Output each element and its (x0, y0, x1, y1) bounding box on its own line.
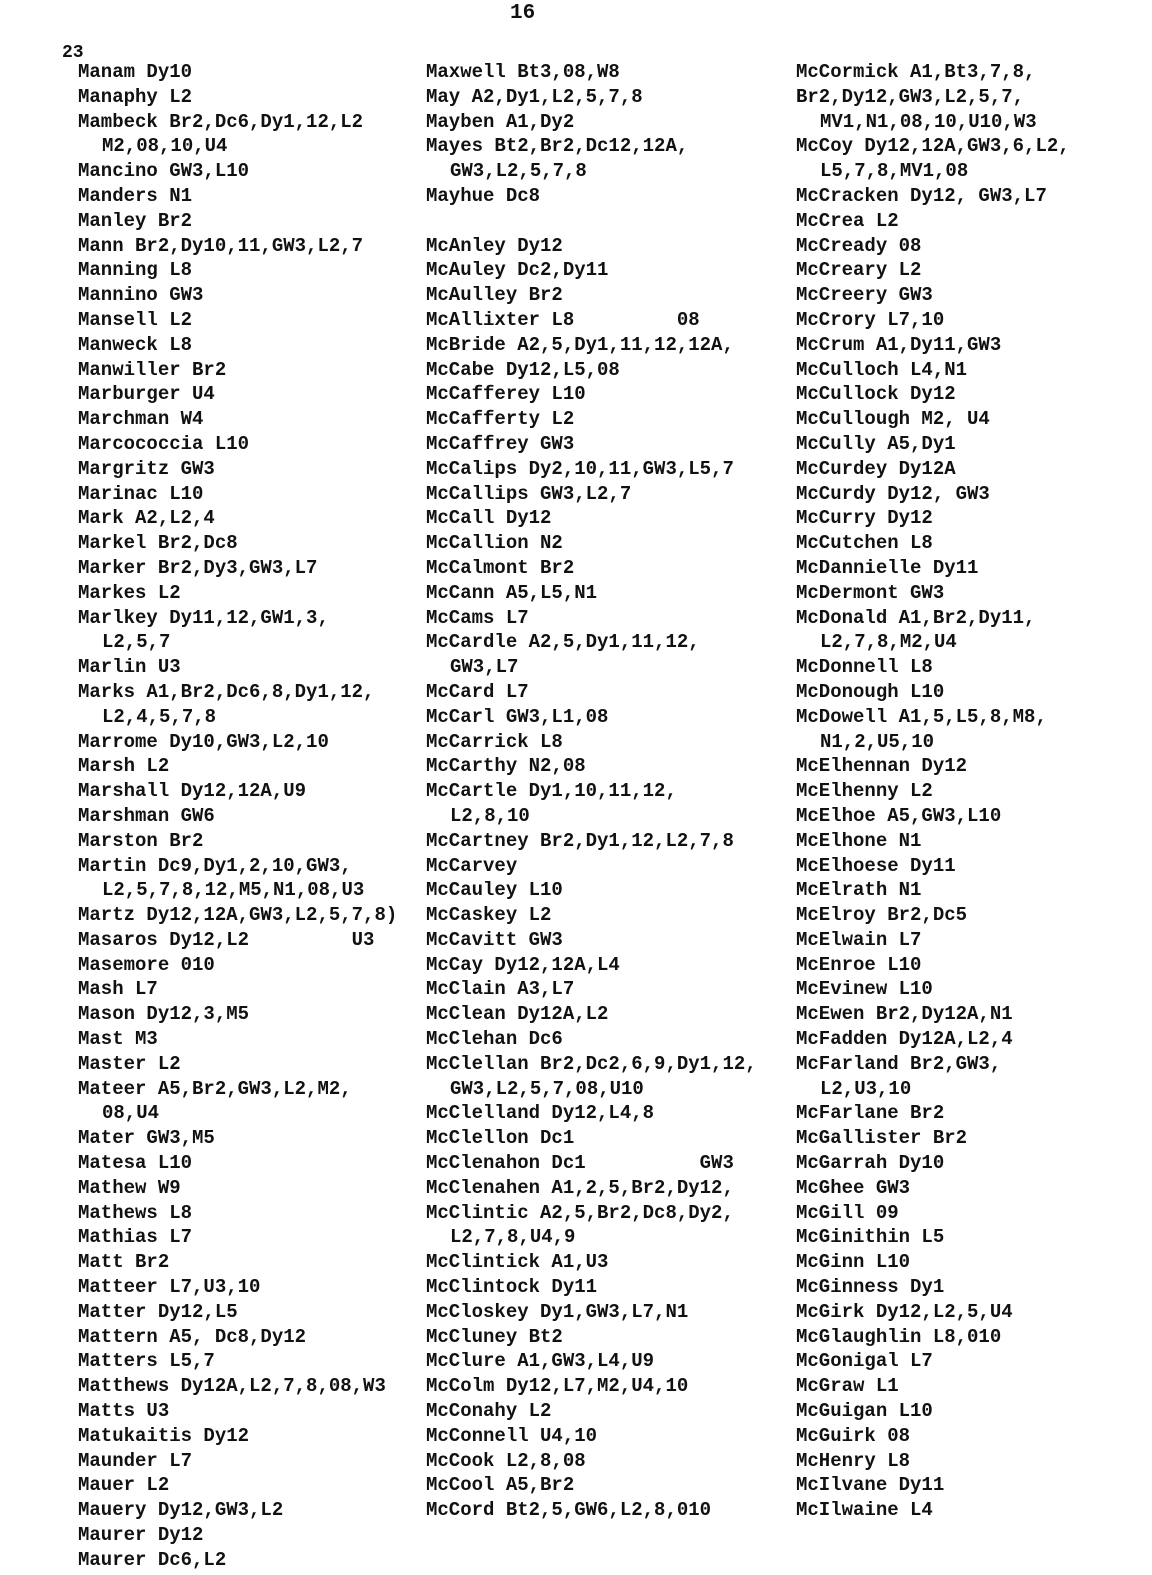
surname-entry: Marlkey Dy11,12,GW1,3, (78, 606, 329, 629)
surname-entry: McElhoe A5,GW3,L10 (796, 804, 1002, 827)
surname-entry: Mambeck Br2,Dc6,Dy1,12,L2 (78, 110, 364, 133)
surname-entry: Markel Br2,Dc8 (78, 532, 238, 555)
surname-entry: McCullock Dy12 (796, 383, 956, 406)
surname-entry: Mayben A1,Dy2 (426, 110, 575, 133)
surname-entry: McCreery GW3 (796, 284, 933, 307)
name-column-1 (78, 60, 397, 1573)
page-number: 16 (510, 2, 536, 25)
surname-entry: McDowell A1,5,L5,8,M8, (796, 705, 1047, 728)
surname-entry: Marcococcia L10 (78, 432, 250, 455)
surname-entry: McEvinew L10 (796, 978, 933, 1001)
surname-entry: McCready 08 (796, 234, 922, 257)
surname-entry: McCall Dy12 (426, 507, 552, 530)
surname-entry: McCauley L10 (426, 879, 563, 902)
surname-entry: McCardle A2,5,Dy1,11,12, (426, 631, 700, 654)
surname-entry: Mayhue Dc8 (426, 184, 541, 207)
surname-entry: McIlvane Dy11 (796, 1474, 945, 1497)
surname-entry: McGuirk 08 (796, 1424, 911, 1447)
surname-entry: Martz Dy12,12A,GW3,L2,5,7,8) (78, 904, 398, 927)
surname-entry: Marsh L2 (78, 755, 170, 778)
surname-entry: McDonough L10 (796, 680, 945, 703)
surname-entry: McGinithin L5 (796, 1226, 945, 1249)
surname-entry: Marinac L10 (78, 482, 204, 505)
surname-entry: Matter Dy12,L5 (78, 1300, 238, 1323)
surname-entry: McCutchen L8 (796, 532, 933, 555)
surname-entry: Matters L5,7 (78, 1350, 215, 1373)
surname-entry: Master L2 (78, 1052, 181, 1075)
surname-entry: McCams L7 (426, 606, 529, 629)
surname-entry: Br2,Dy12,GW3,L2,5,7, (796, 85, 1025, 108)
surname-entry: McColm Dy12,L7,M2,U4,10 (426, 1375, 689, 1398)
surname-entry: McGill 09 (796, 1201, 899, 1224)
surname-entry: Matthews Dy12A,L2,7,8,08,W3 (78, 1375, 386, 1398)
surname-entry: Manam Dy10 (78, 61, 193, 83)
surname-entry: Mannino GW3 (78, 284, 204, 307)
surname-entry: Manley Br2 (78, 209, 193, 232)
surname-entry: McClain A3,L7 (426, 978, 575, 1001)
surname-entry: McCavitt GW3 (426, 928, 563, 951)
surname-entry: Mateer A5,Br2,GW3,L2,M2, (78, 1077, 352, 1100)
surname-entry: Marshall Dy12,12A,U9 (78, 780, 307, 803)
surname-entry: McCafferty L2 (426, 408, 575, 431)
entry-continuation: M2,08,10,U4 (102, 135, 228, 158)
surname-entry: Matts U3 (78, 1400, 170, 1423)
surname-entry: Mason Dy12,3,M5 (78, 1003, 250, 1026)
surname-entry: McCool A5,Br2 (426, 1474, 575, 1497)
surname-entry: McCarl GW3,L1,08 (426, 705, 609, 728)
surname-entry: McClure A1,GW3,L4,U9 (426, 1350, 655, 1373)
surname-entry: Martin Dc9,Dy1,2,10,GW3, (78, 854, 352, 877)
surname-entry: Marchman W4 (78, 408, 204, 431)
surname-entry: Maxwell Bt3,08,W8 (426, 61, 620, 83)
surname-entry: McDermont GW3 (796, 581, 945, 604)
entry-continuation: GW3,L7 (450, 656, 519, 679)
surname-entry: Margritz GW3 (78, 457, 215, 480)
surname-entry: McConahy L2 (426, 1400, 552, 1423)
surname-entry: McCartle Dy1,10,11,12, (426, 780, 677, 803)
surname-entry: McCabe Dy12,L5,08 (426, 358, 620, 381)
surname-entry: McCluney Bt2 (426, 1325, 563, 1348)
surname-entry: McCarvey (426, 854, 518, 877)
surname-entry: Manning L8 (78, 259, 193, 282)
surname-entry: McFarland Br2,GW3, (796, 1052, 1002, 1075)
surname-entry: Mark A2,L2,4 (78, 507, 215, 530)
surname-entry: Manweck L8 (78, 333, 193, 356)
entry-spacer (426, 209, 757, 234)
surname-entry: Maurer Dy12 (78, 1524, 204, 1547)
surname-entry: McCrum A1,Dy11,GW3 (796, 333, 1002, 356)
surname-entry: McAllixter L8 08 (426, 308, 700, 331)
surname-entry: Mathews L8 (78, 1201, 193, 1224)
surname-entry: Manwiller Br2 (78, 358, 227, 381)
surname-entry: Marston Br2 (78, 829, 204, 852)
surname-entry: McBride A2,5,Dy1,11,12,12A, (426, 333, 734, 356)
surname-entry: McCurdey Dy12A (796, 457, 956, 480)
entry-continuation: 08,U4 (102, 1102, 160, 1125)
entry-continuation: GW3,L2,5,7,08,U10 (450, 1077, 644, 1100)
surname-entry: McCartney Br2,Dy1,12,L2,7,8 (426, 829, 734, 852)
surname-entry: McCann A5,L5,N1 (426, 581, 598, 604)
surname-entry: McClintock Dy11 (426, 1276, 598, 1299)
surname-entry: McDonnell L8 (796, 656, 933, 679)
surname-entry: Mancino GW3,L10 (78, 160, 250, 183)
surname-entry: McCook L2,8,08 (426, 1449, 586, 1472)
surname-entry: McElhoese Dy11 (796, 854, 956, 877)
surname-entry: McClintick A1,U3 (426, 1251, 609, 1274)
surname-entry: McCard L7 (426, 680, 529, 703)
surname-entry: Manders N1 (78, 184, 193, 207)
surname-entry: McCrory L7,10 (796, 308, 945, 331)
surname-entry: McFarlane Br2 (796, 1102, 945, 1125)
surname-entry: Marburger U4 (78, 383, 215, 406)
surname-entry: McCaffrey GW3 (426, 432, 575, 455)
surname-entry: McHenry L8 (796, 1449, 911, 1472)
surname-entry: McCulloch L4,N1 (796, 358, 968, 381)
surname-entry: McAulley Br2 (426, 284, 563, 307)
surname-entry: McElrath N1 (796, 879, 922, 902)
surname-entry: McGallister Br2 (796, 1127, 968, 1150)
surname-entry: McGlaughlin L8,010 (796, 1325, 1002, 1348)
surname-entry: McElroy Br2,Dc5 (796, 904, 968, 927)
entry-continuation: L2,U3,10 (820, 1077, 912, 1100)
surname-entry: McElwain L7 (796, 928, 922, 951)
surname-entry: McCalips Dy2,10,11,GW3,L5,7 (426, 457, 734, 480)
entry-continuation: L2,7,8,U4,9 (450, 1226, 576, 1249)
surname-entry: Maurer Dc6,L2 (78, 1548, 227, 1571)
surname-entry: McCloskey Dy1,GW3,L7,N1 (426, 1300, 689, 1323)
surname-entry: McCoy Dy12,12A,GW3,6,L2, (796, 135, 1070, 158)
surname-entry: McClintic A2,5,Br2,Dc8,Dy2, (426, 1201, 734, 1224)
entry-continuation: L2,7,8,M2,U4 (820, 631, 957, 654)
surname-entry: McClellon Dc1 (426, 1127, 575, 1150)
surname-entry: Matteer L7,U3,10 (78, 1276, 261, 1299)
surname-entry: McCreary L2 (796, 259, 922, 282)
surname-entry: McAnley Dy12 (426, 234, 563, 257)
surname-entry: Maunder L7 (78, 1449, 193, 1472)
surname-entry: McClellan Br2,Dc2,6,9,Dy1,12, (426, 1052, 757, 1075)
surname-entry: McCurdy Dy12, GW3 (796, 482, 990, 505)
surname-entry: May A2,Dy1,L2,5,7,8 (426, 85, 643, 108)
surname-entry: McElhenny L2 (796, 780, 933, 803)
surname-entry: Marshman GW6 (78, 804, 215, 827)
surname-entry: McDannielle Dy11 (796, 556, 979, 579)
surname-entry: McCay Dy12,12A,L4 (426, 953, 620, 976)
entry-continuation: MV1,N1,08,10,U10,W3 (820, 110, 1037, 133)
surname-entry: McCafferey L10 (426, 383, 586, 406)
surname-entry: Mayes Bt2,Br2,Dc12,12A, (426, 135, 689, 158)
surname-entry: Mater GW3,M5 (78, 1127, 215, 1150)
surname-entry: Marks A1,Br2,Dc6,8,Dy1,12, (78, 680, 375, 703)
surname-entry: McGraw L1 (796, 1375, 899, 1398)
surname-entry: McCarrick L8 (426, 730, 563, 753)
surname-entry: McGhee GW3 (796, 1176, 911, 1199)
surname-entry: McIlwaine L4 (796, 1499, 933, 1522)
surname-entry: McCaskey L2 (426, 904, 552, 927)
entry-continuation: L2,4,5,7,8 (102, 705, 217, 728)
surname-entry: Masaros Dy12,L2 U3 (78, 928, 375, 951)
entry-continuation: L5,7,8,MV1,08 (820, 160, 969, 183)
surname-entry: McCallion N2 (426, 532, 563, 555)
surname-entry: Mathew W9 (78, 1176, 181, 1199)
surname-entry: McFadden Dy12A,L2,4 (796, 1028, 1013, 1051)
surname-entry: McGirk Dy12,L2,5,U4 (796, 1300, 1013, 1323)
surname-entry: McCormick A1,Bt3,7,8, (796, 61, 1036, 83)
surname-entry: McGuigan L10 (796, 1400, 933, 1423)
surname-entry: McElhone N1 (796, 829, 922, 852)
surname-entry: Mathias L7 (78, 1226, 193, 1249)
surname-entry: Marlin U3 (78, 656, 181, 679)
entry-continuation: L2,5,7,8,12,M5,N1,08,U3 (102, 879, 365, 902)
surname-entry: McCully A5,Dy1 (796, 432, 956, 455)
entry-continuation: L2,8,10 (450, 804, 530, 827)
surname-entry: Mauery Dy12,GW3,L2 (78, 1499, 284, 1522)
surname-entry: Mann Br2,Dy10,11,GW3,L2,7 (78, 234, 364, 257)
surname-entry: McClenahen A1,2,5,Br2,Dy12, (426, 1176, 734, 1199)
surname-entry: McDonald A1,Br2,Dy11, (796, 606, 1036, 629)
surname-entry: McConnell U4,10 (426, 1424, 598, 1447)
surname-entry: Marrome Dy10,GW3,L2,10 (78, 730, 329, 753)
margin-note-number: 23 (62, 43, 84, 63)
surname-entry: McGonigal L7 (796, 1350, 933, 1373)
surname-entry: McCarthy N2,08 (426, 755, 586, 778)
surname-entry: Mast M3 (78, 1028, 158, 1051)
surname-entry: McEwen Br2,Dy12A,N1 (796, 1003, 1013, 1026)
surname-entry: Matt Br2 (78, 1251, 170, 1274)
surname-entry: McCracken Dy12, GW3,L7 (796, 184, 1047, 207)
surname-entry: McClenahon Dc1 GW3 (426, 1152, 734, 1175)
surname-entry: McCullough M2, U4 (796, 408, 990, 431)
surname-entry: McAuley Dc2,Dy11 (426, 259, 609, 282)
surname-entry: McCord Bt2,5,GW6,L2,8,010 (426, 1499, 712, 1522)
surname-entry: McCurry Dy12 (796, 507, 933, 530)
surname-entry: Matesa L10 (78, 1152, 193, 1175)
surname-entry: McGarrah Dy10 (796, 1152, 945, 1175)
surname-entry: Mansell L2 (78, 308, 193, 331)
surname-entry: Matukaitis Dy12 (78, 1424, 250, 1447)
surname-entry: McElhennan Dy12 (796, 755, 968, 778)
surname-entry: McGinn L10 (796, 1251, 911, 1274)
entry-continuation: GW3,L2,5,7,8 (450, 160, 587, 183)
surname-entry: McGinness Dy1 (796, 1276, 945, 1299)
surname-entry: McClelland Dy12,L4,8 (426, 1102, 655, 1125)
surname-entry: Marker Br2,Dy3,GW3,L7 (78, 556, 318, 579)
entry-continuation: L2,5,7 (102, 631, 171, 654)
name-column-3 (796, 60, 1070, 1523)
surname-entry: Manaphy L2 (78, 85, 193, 108)
surname-entry: McCallips GW3,L2,7 (426, 482, 632, 505)
entry-continuation: N1,2,U5,10 (820, 730, 935, 753)
surname-entry: Mattern A5, Dc8,Dy12 (78, 1325, 307, 1348)
surname-entry: Mash L7 (78, 978, 158, 1001)
surname-entry: McCrea L2 (796, 209, 899, 232)
surname-entry: Markes L2 (78, 581, 181, 604)
name-column-2 (426, 60, 757, 1523)
surname-entry: Masemore 010 (78, 953, 215, 976)
surname-entry: Mauer L2 (78, 1474, 170, 1497)
surname-entry: McClean Dy12A,L2 (426, 1003, 609, 1026)
surname-entry: McCalmont Br2 (426, 556, 575, 579)
surname-entry: McClehan Dc6 (426, 1028, 563, 1051)
surname-entry: McEnroe L10 (796, 953, 922, 976)
